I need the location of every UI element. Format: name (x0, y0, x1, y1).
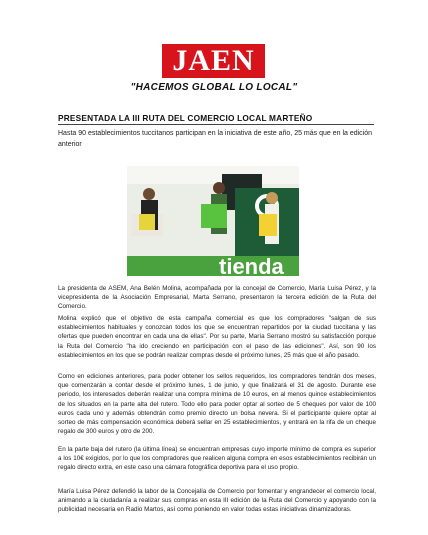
presentation-photo-illustration (127, 166, 299, 276)
article-paragraph-3: Como en ediciones anteriores, para poder obtener los sellos requeridos, los compradores tendrán dos meses, que comenzarán a contar desde el próximo lunes, 1 de junio, y que finalizará el 31 de agosto. Durante ese periodo, los interesados deberán realizar una compra mínima de 10 euros, en al menos quince establecimientos de los situados en la parte alta del rutero. Todo ello para poder optar al sorteo de 5 cheques por valor de 100 euros cada uno y además obtendrán como premio directo un bolsa nevera. Si el participante quiere optar al sorteo de más compensación económica deberá sellar en 25 establecimientos, y entrará en la rifa de un cheque regalo de 300 euros y otro de 200. (58, 373, 376, 436)
person-right-head (266, 192, 278, 204)
banner-text: tienda (219, 254, 284, 276)
slogan: "HACEMOS GLOBAL LO LOCAL" (130, 82, 298, 93)
green-bag (201, 204, 227, 228)
article-paragraph-4: En la parte baja del rutero (la última línea) se encuentran empresas cuyo importe mínimo de compra es superior a los 10€ exigidos, por lo que los compradores que realicen alguna compra en esos establecimientos recibirán un regalo directo extra, en este caso una cámara fotográfica deportiva para el uso propio. (58, 446, 376, 472)
person-center-head (213, 182, 225, 194)
poster-yellow-left (139, 214, 155, 230)
headline-divider (58, 124, 374, 125)
article-paragraph-5: María Luisa Pérez defendió la labor de la Concejalía de Comercio por fomentar y engrandecer el comercio local, animando a la ciudadanía a realizar sus compras en esta III edición de la Ruta del Comercio y apoyando con la publicidad necesaria en Radio Martos, así como poniendo en valor todas estas iniciativas dinamizadoras. (58, 488, 376, 514)
article-headline: PRESENTADA LA III RUTA DEL COMERCIO LOCAL MARTEÑO (58, 113, 313, 123)
masthead-title: JAEN (172, 44, 255, 77)
article-photo (127, 166, 299, 276)
article-paragraph-1: La presidenta de ASEM, Ana Belén Molina, acompañada por la concejal de Comercio, María Luisa Pérez, y la vicepresidenta de la Asociación Empresarial, Marta Serrano, presentaron la tercera edición de la Ruta del Comercio. (58, 285, 376, 311)
person-left-head (143, 188, 155, 200)
masthead-logo (162, 44, 265, 78)
article-paragraph-2: Molina explicó que el objetivo de esta campaña comercial es que los compradores "salgan de sus establecimientos habituales y conozcan todos los que se encuentran repartidos por la ciudad tuccitana y las ofertas que pueden encontrar en cada una de ellas". Por su parte, María Serrano mostró su satisfacción porque la Ruta del Comercio "ha ido creciendo en participación con el paso de las ediciones". Así, son 90 los establecimientos en los que se podrán realizar compras desde el próximo lunes, 25 más que el año pasado. (58, 315, 376, 359)
article-lede: Hasta 90 establecimientos tuccitanos participan en la iniciativa de este año, 25 más que en la edición anterior (58, 130, 373, 148)
poster-yellow-right (259, 214, 277, 236)
